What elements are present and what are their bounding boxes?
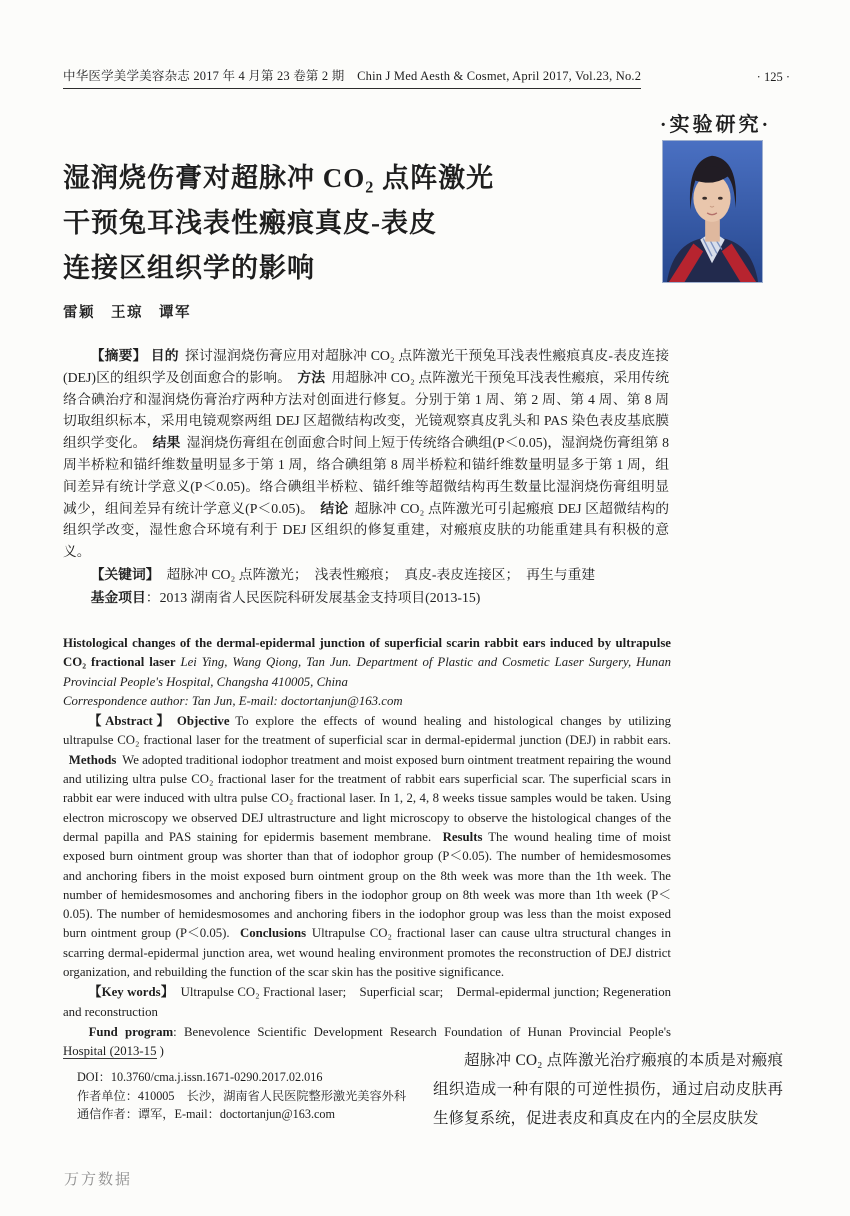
photo-eye-right (718, 197, 723, 200)
intro-paragraph: 超脉冲 CO₂ 点阵激光治疗瘢痕的本质是对瘢痕组织造成一种有限的可逆性损伤，通过启动皮肤再生修复系统，促进表皮和真皮在内的全层皮肤发 (433, 1052, 783, 1128)
fund-cn-head: 基金项目 (90, 589, 146, 605)
keywords-cn-text: 超脉冲 CO₂ 点阵激光； 浅表性瘢痕； 真皮-表皮连接区； 再生与重建 (166, 566, 596, 582)
abstract-cn-head-methods: 方法 (297, 369, 326, 385)
fund-cn-text: ：2013 湖南省人民医院科研发展基金支持项目(2013-15) (145, 589, 481, 605)
keywords-en-label: 【Key words】 (88, 985, 168, 1000)
abstract-cn-head-objective: 目的 (150, 348, 179, 363)
abstract-en-head-methods: Methods (68, 752, 117, 767)
doi-line: DOI：10.3760/cma.j.issn.1671-0290.2017.02.016 (77, 1070, 323, 1084)
author-photo (662, 140, 763, 283)
fund-cn-line (63, 587, 669, 609)
article-title-line2: 干预兔耳浅表性瘢痕真皮-表皮 (63, 208, 437, 238)
abstract-en-text-objective: To explore the effects of wound healing and histological changes by utilizing ultrapulse CO₂ fractional laser for the treatment of superficial scar in dermal-epidermal junction (DEJ) in rabbit ears. (63, 714, 671, 748)
abstract-en-paragraph (63, 712, 671, 982)
abstract-cn-text-methods: 用超脉冲 CO₂ 点阵激光干预兔耳浅表性瘢痕，采用传统络合碘治疗和湿润烧伤膏治疗两种方法对创面进行修复。分别于第 1 周、第 2 周、第 4 周、第 8 周切取组织标本，采用电镜观察两组 DEJ 区超微结构改变，光镜观察真皮乳头和 PAS 染色表皮基底膜组织学变化。 (63, 369, 670, 451)
abstract-en-text-results: The wound healing time of moist exposed burn ointment group was shorter than that of iodophor group (P＜0.05). The number of hemidesmosomes and anchoring fibers in the moist exposed burn ointment group on the 8th week was more than the 1th week. The number of hemidesmosomes and anchoring fibers in the iodophor group on 8th week was more than 1th week (P＜0.05). The number of hemidesmosomes and anchoring fibers in the iodophor group was less than the moist exposed burn ointment group (P＜0.05). (63, 829, 671, 941)
abstract-en-text-conclusions: Ultrapulse CO₂ fractional laser can cause ultra structural changes in scarring dermal-epidermal junction area, wet wound healing environment promotes the reconstruction of DEJ district organization, and rebuilding the function of the scar skin has the positive significance. (63, 926, 671, 980)
authors-line: 雷颖 王琼 谭军 (63, 305, 191, 321)
article-title-line1: 湿润烧伤膏对超脉冲 CO₂ 点阵激光 (63, 163, 495, 193)
abstract-cn-head-results: 结果 (152, 435, 181, 451)
english-title: Histological changes of the dermal-epidermal junction of superficial scarin rabbit ears induced by ultrapulse CO₂ fractional laser (63, 636, 671, 670)
english-block (63, 634, 671, 1062)
abstract-en-label: 【Abstract】 (88, 714, 174, 729)
author-photo-illustration (663, 141, 762, 282)
article-title (63, 156, 633, 291)
footnote-block (63, 1058, 435, 1124)
abstract-en-head-conclusions: Conclusions (239, 926, 307, 941)
english-authors: Lei Ying, Wang Qiong, Tan Jun. Department of Plastic and Cosmetic Laser Surgery, Hunan Provincial People's Hospital, Changsha 410005, China (63, 655, 671, 689)
fund-en-head: Fund program (88, 1024, 174, 1039)
english-title-paragraph (63, 634, 671, 692)
abstract-en-head-objective: Objective (176, 714, 230, 729)
fund-en-text: : Benevolence Scientific Development Research Foundation of Hunan Provincial People's Hospital (2013-15 ) (63, 1024, 671, 1059)
abstract-cn-text-objective: 探讨湿润烧伤膏应用对超脉冲 CO₂ 点阵激光干预兔耳浅表性瘢痕真皮-表皮连接(DEJ)区的组织学及创面愈合的影响。 (63, 348, 670, 385)
photo-neck (705, 220, 720, 242)
keywords-cn-label: 【关键词】 (90, 566, 153, 582)
abstract-cn-text-conclusion: 超脉冲 CO₂ 点阵激光可引起瘢痕 DEJ 区超微结构的组织学改变，湿性愈合环境有利于 DEJ 区组织的修复重建，对瘢痕皮肤的功能重建具有积极的意义。 (63, 500, 670, 560)
abstract-en-text-methods: We adopted traditional iodophor treatment and moist exposed burn ointment treatment repairing the wound and utilizing ultra pulse CO₂ fractional laser for the treatment of rabbit ears superficial scar. The superficial scars in rabbit ear were induced with ultra pulse CO₂ fractional laser. In 1, 2, 4, 8 weeks tissue samples would be taken. Using electron microscopy we observed DEJ ultrastructure and light microscopy to observe the histological changes of the dermal papilla and PAS staining for epidermis basement membrane. (63, 752, 671, 844)
correspondence-footnote: 通信作者：谭军，E-mail：doctortanjun@163.com (77, 1107, 335, 1122)
page-header (63, 66, 790, 89)
abstract-cn-label: 【摘要】 (90, 348, 147, 363)
abstract-en-head-results: Results (442, 829, 483, 844)
article-title-line3: 连接区组织学的影响 (63, 253, 315, 283)
affiliation-line: 作者单位：410005 长沙，湖南省人民医院整形激光美容外科 (77, 1088, 407, 1103)
keywords-en-line (63, 983, 671, 1022)
section-label: ·实验研究· (659, 114, 772, 136)
keywords-en-text: Ultrapulse CO₂ Fractional laser; Superficial scar; Dermal-epidermal junction; Regeneration and reconstruction (63, 985, 672, 1019)
keywords-cn-line (63, 564, 669, 586)
journal-header: 中华医学美学美容杂志 2017 年 4 月第 23 卷第 2 期 Chin J Med Aesth & Cosmet, April 2017, Vol.23, No.2 (63, 66, 641, 89)
wanfang-watermark: 万方数据 (64, 1172, 133, 1188)
abstract-cn-block (63, 345, 669, 609)
abstract-cn-paragraph (63, 345, 669, 563)
english-correspondence-line: Correspondence author: Tan Jun, E-mail: doctortanjun@163.com (63, 693, 403, 708)
page-number: · 125 · (756, 70, 790, 84)
footnote-separator (63, 1058, 157, 1059)
photo-eye-left (702, 197, 707, 200)
abstract-cn-text-results: 湿润烧伤膏组在创面愈合时间上短于传统络合碘组(P＜0.05)，湿润烧伤膏组第 8 周半桥粒和锚纤维数量明显多于第 1 周，络合碘组第 8 周半桥粒和锚纤维数量明显多于第 1 周，组间差异有统计学意义(P＜0.05)。络合碘组半桥粒、锚纤维等超微结构再生数量比湿润烧伤膏组明显减少，组间差异有统计学意义(P＜0.05)。 (63, 435, 670, 516)
abstract-cn-head-conclusion: 结论 (320, 500, 349, 516)
